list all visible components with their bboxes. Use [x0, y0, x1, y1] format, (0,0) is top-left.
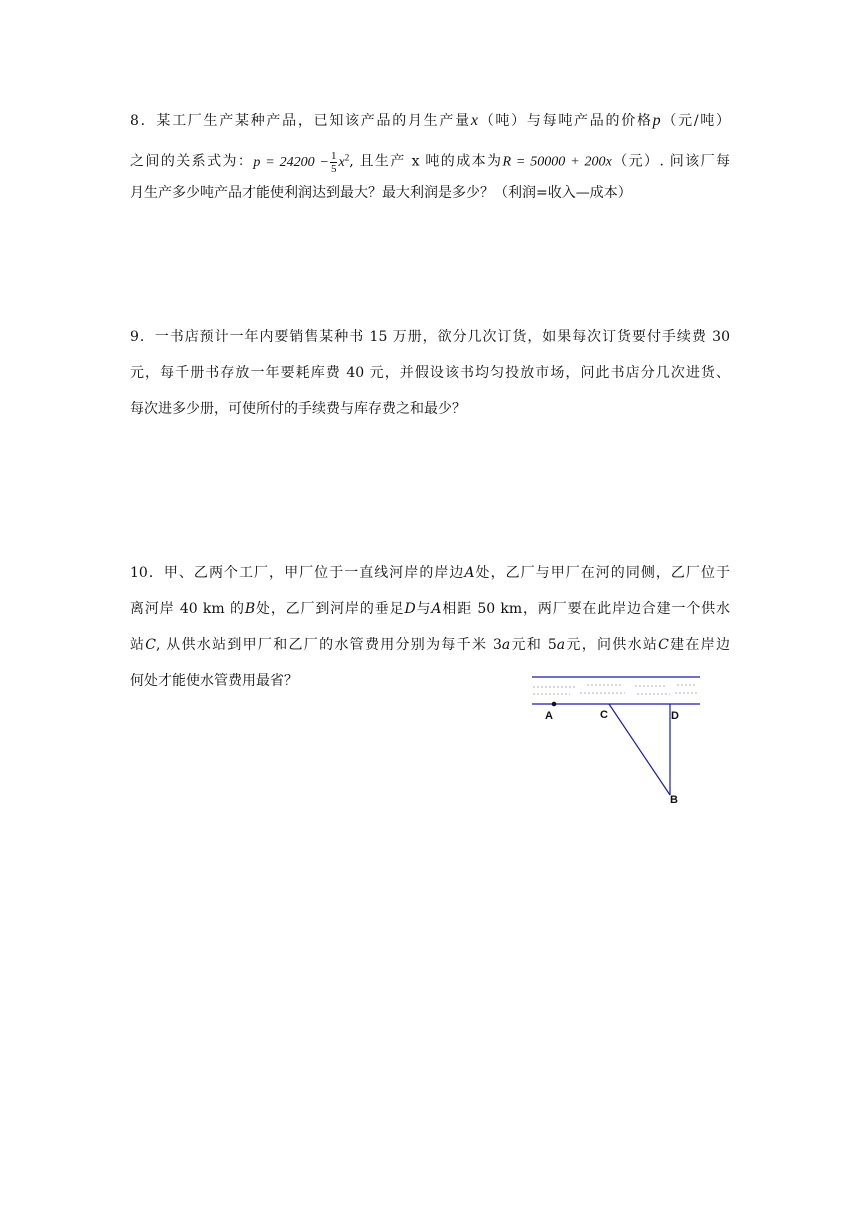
problem-9-line-3: 每次进多少册，可使所付的手续费与库存费之和最少？ [130, 401, 466, 417]
label-c: C [600, 709, 608, 721]
problem-8 [130, 103, 730, 211]
problem-8-line-2: 之间的关系式为：p = 24200 − $\frac{1}{5}$ $x^2$, 且生产 x 吨的成本为R = 50000 + 200x（元）. 问该厂每 [130, 149, 730, 175]
problem-10-line-3: 站C, 从供水站到甲厂和乙厂的水管费用分别为每千米 3a元和 5a元，问供水站C建在岸边 [130, 637, 731, 653]
problem-10-line-4: 何处才能使水管费用最省？ [130, 673, 298, 689]
price-formula: p = 24200 − $\frac{1}{5}$ $x^2$ [253, 149, 350, 175]
problem-9-line-2: 元，每千册书存放一年要耗库费 40 元，并假设该书均匀投放市场，问此书店分几次进货、 [130, 365, 730, 381]
segment-cb [609, 704, 670, 795]
problem-8-line-3: 月生产多少吨产品才能使利润达到最大？最大利润是多少？（利润=收入—成本） [130, 185, 632, 201]
water-dashes [533, 685, 698, 694]
cost-formula: R = 50000 + 200x [502, 154, 612, 170]
fraction-one-fifth: $\frac{1}{5}$ [330, 149, 337, 175]
variable-x: x [470, 112, 478, 129]
variable-p: p [652, 112, 661, 129]
problem-8-line-1: 8．某工厂生产某种产品，已知该产品的月生产量x（吨）与每吨产品的价格p（元/吨） [130, 112, 731, 129]
problem-10-line-1: 10．甲、乙两个工厂，甲厂位于一直线河岸的岸边A处，乙厂与甲厂在河的同侧，乙厂位于 [130, 565, 730, 581]
point-a-marker [552, 702, 557, 707]
river-diagram [525, 668, 715, 813]
label-b: B [670, 794, 678, 806]
label-d: D [671, 710, 679, 722]
problem-9 [130, 319, 730, 427]
problem-9-line-1: 9．一书店预计一年内要销售某种书 15 万册，欲分几次订货，如果每次订货要付手续费 30 [130, 329, 730, 345]
problem-10-line-2: 离河岸 40 km 的B处，乙厂到河岸的垂足D与A相距 50 km，两厂要在此岸边合建一个供水 [130, 601, 731, 617]
label-a: A [545, 710, 553, 722]
